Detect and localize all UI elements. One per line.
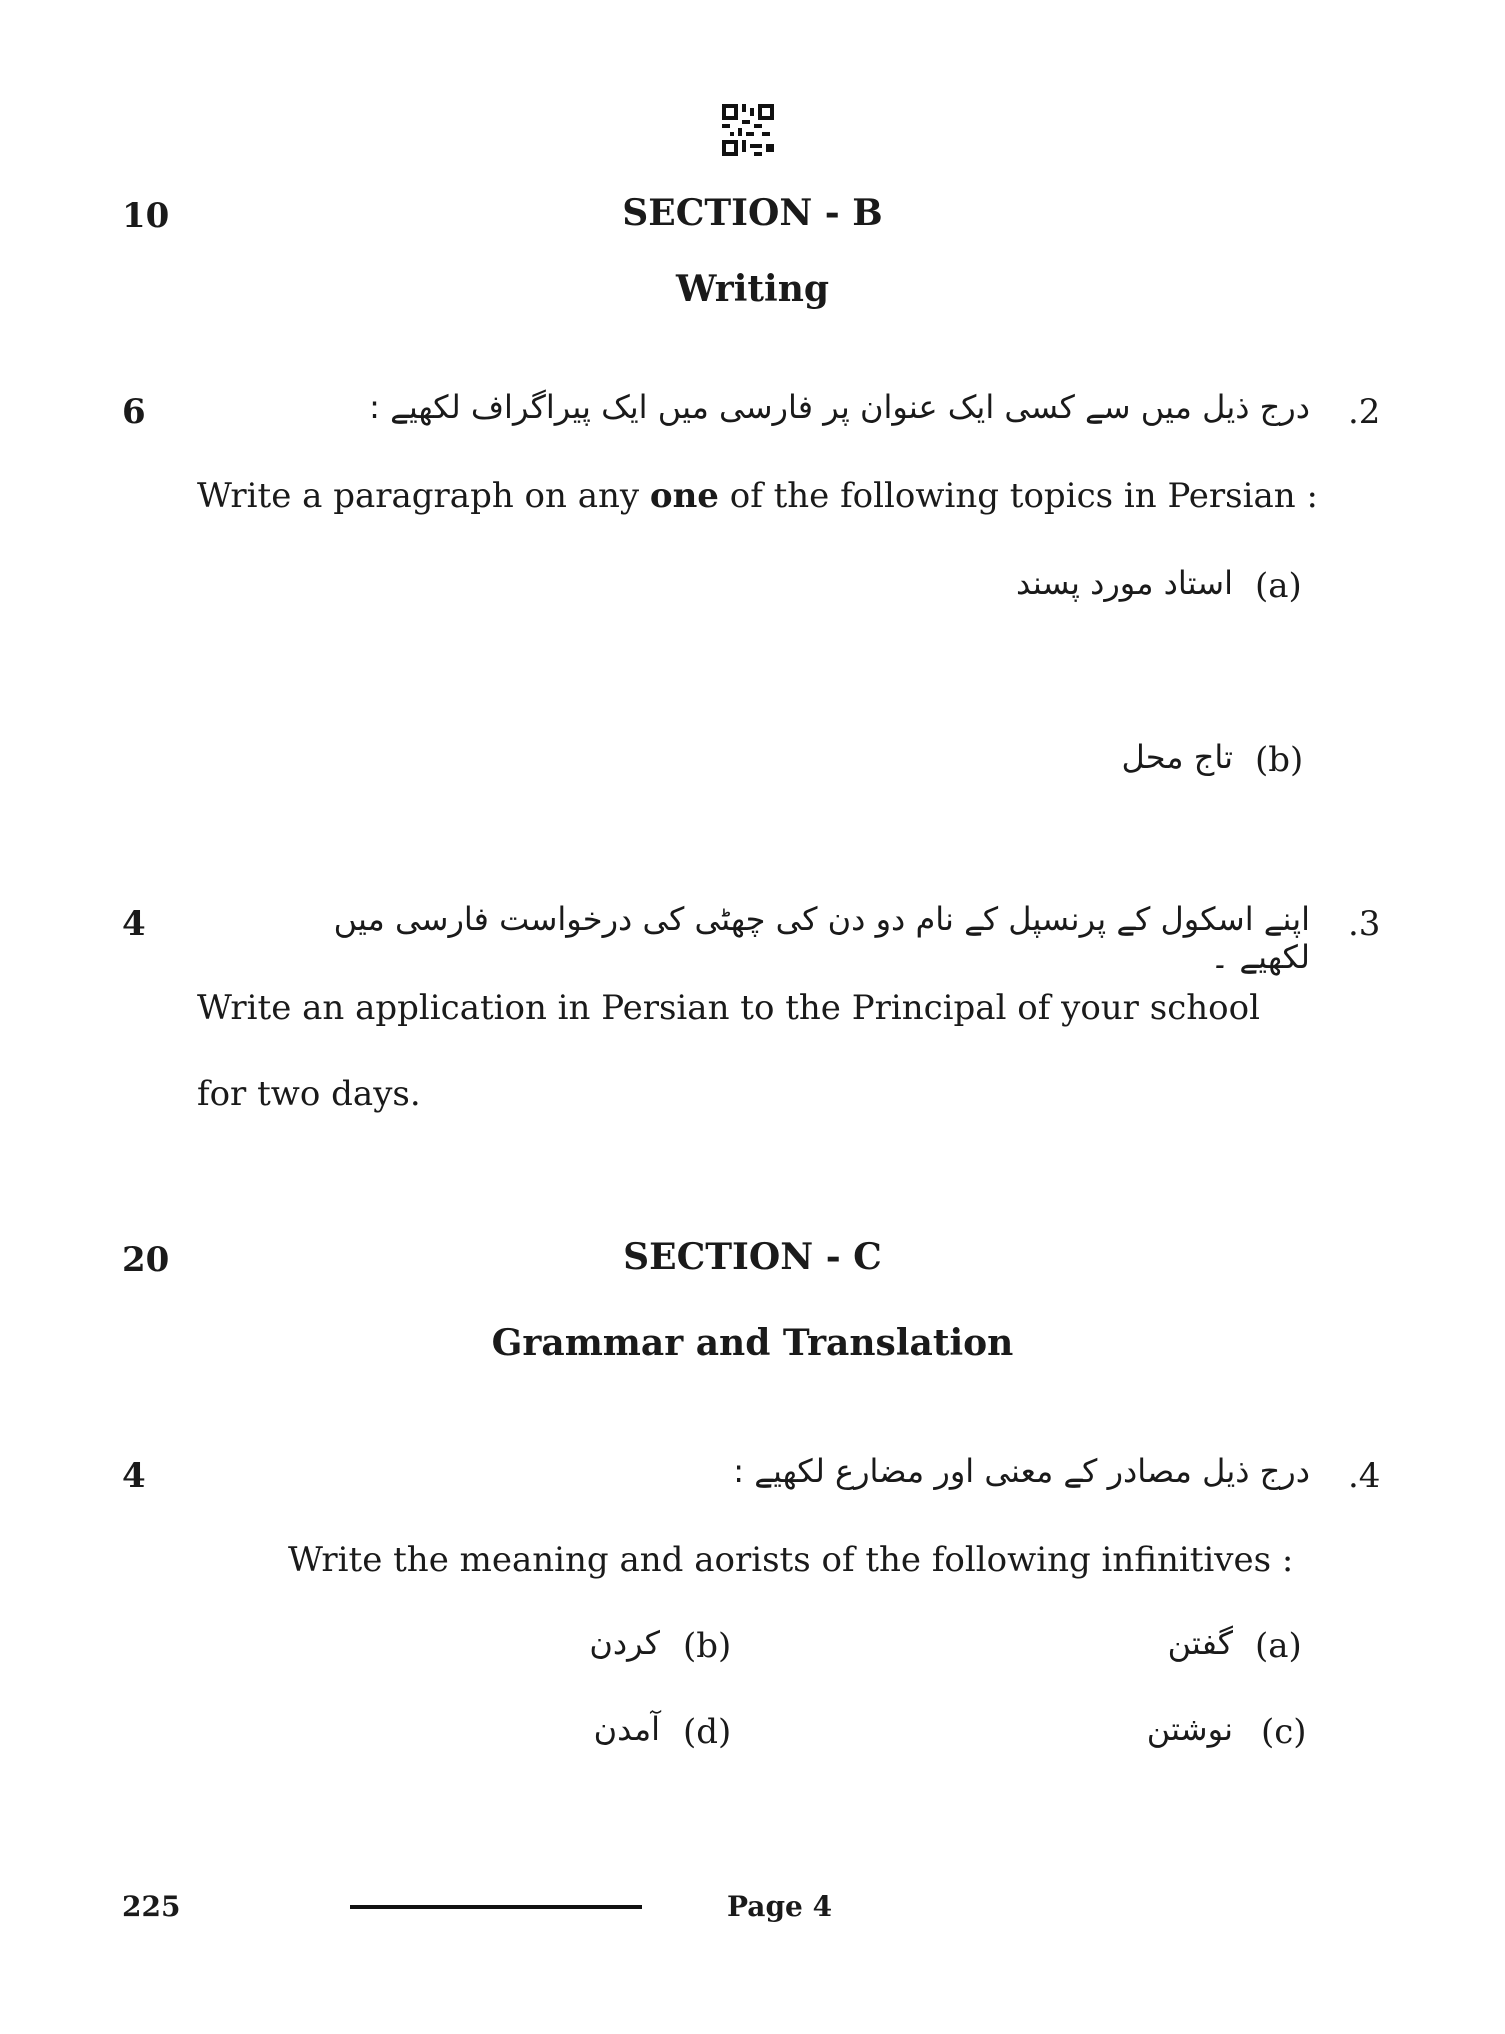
section-b-subtitle: Writing xyxy=(675,268,830,310)
q2-option-text: استاد مورد پسند xyxy=(1016,564,1233,602)
q2-urdu-text: درج ذیل میں سے کسی ایک عنوان پر فارسی میں ایک پیراگراف لکھیے : xyxy=(369,388,1310,426)
footer-code: 225 xyxy=(122,1890,181,1923)
q2-marks: 6 xyxy=(122,392,146,432)
page-number: Page 4 xyxy=(727,1890,833,1923)
q4-option-text: کردن xyxy=(589,1624,660,1662)
q4-option-label: (a) xyxy=(1255,1626,1302,1666)
section-b-marks: 10 xyxy=(122,196,170,236)
q4-urdu-text: درج ذیل مصادر کے معنی اور مضارع لکھیے : xyxy=(733,1452,1310,1490)
q2-number: .2 xyxy=(1348,392,1381,432)
q4-option-label: (c) xyxy=(1261,1712,1307,1752)
q3-english-line: for two days. xyxy=(197,1074,421,1114)
q4-option-label: (b) xyxy=(683,1626,732,1666)
q3-number: .3 xyxy=(1348,904,1381,944)
q4-option-text: نوشتن xyxy=(1146,1710,1233,1748)
q4-option-text: گفتن xyxy=(1167,1624,1233,1662)
q4-english-text: Write the meaning and aorists of the following infinitives : xyxy=(288,1540,1294,1580)
q2-option-label: (b) xyxy=(1255,740,1304,780)
q4-number: .4 xyxy=(1348,1456,1381,1496)
q2-english-text: Write a paragraph on any one of the following topics in Persian : xyxy=(197,476,1318,516)
section-c-marks: 20 xyxy=(122,1240,170,1280)
section-c-title: SECTION - C xyxy=(623,1236,882,1278)
qr-code-icon xyxy=(722,104,774,156)
q3-urdu-text: اپنے اسکول کے پرنسپل کے نام دو دن کی چھٹی کی درخواست فارسی میں لکھیے ۔ xyxy=(333,900,1310,976)
q4-option-text: آمدن xyxy=(593,1710,660,1748)
section-c-subtitle: Grammar and Translation xyxy=(491,1322,1014,1364)
q2-option-label: (a) xyxy=(1255,566,1302,606)
q4-marks: 4 xyxy=(122,1456,146,1496)
q3-english-line: Write an application in Persian to the Principal of your school xyxy=(197,988,1260,1028)
q2-option-text: تاج محل xyxy=(1121,738,1233,776)
footer-divider xyxy=(350,1905,642,1909)
q4-option-label: (d) xyxy=(683,1712,732,1752)
section-b-title: SECTION - B xyxy=(622,192,883,234)
q3-marks: 4 xyxy=(122,904,146,944)
